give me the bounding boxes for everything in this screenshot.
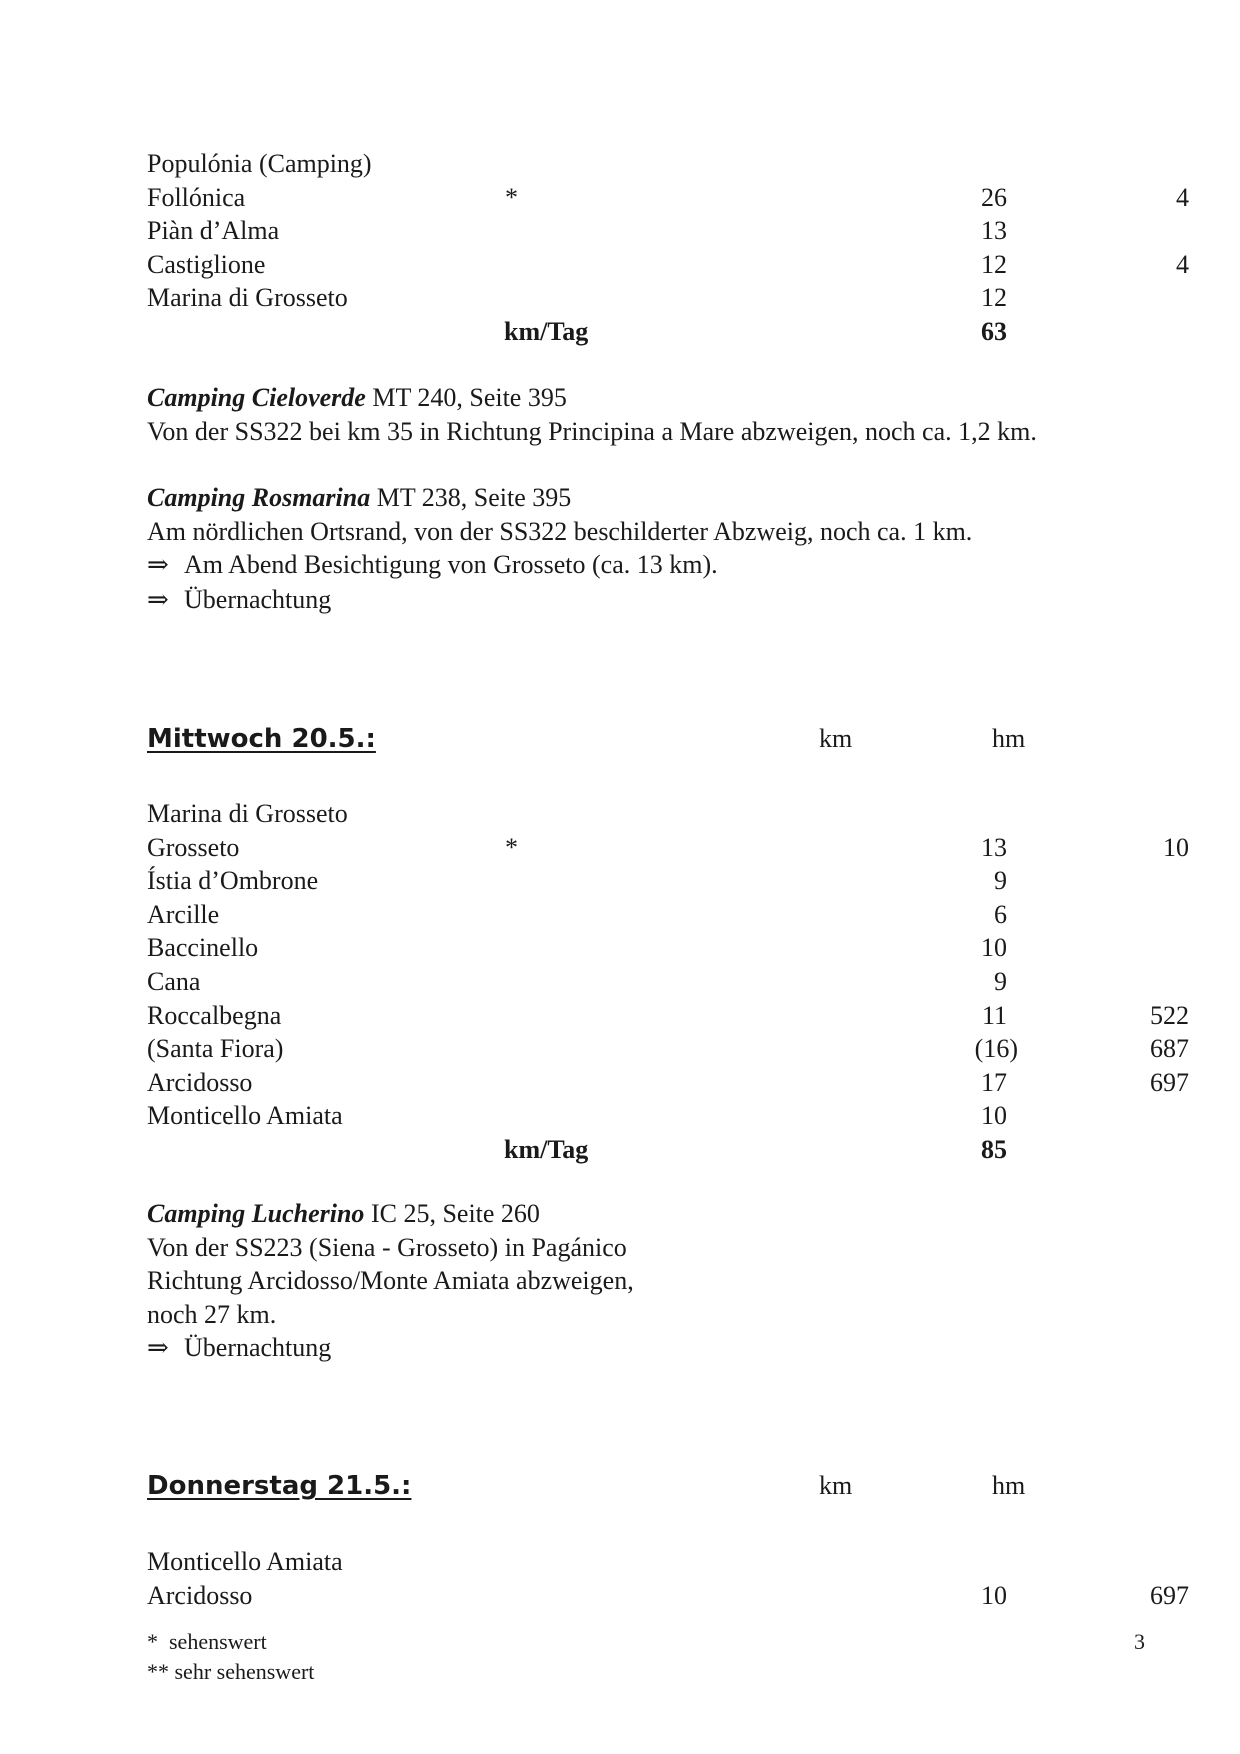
table-row — [147, 248, 1189, 282]
note-line — [147, 1331, 1157, 1365]
table-row — [147, 147, 1157, 181]
place-name: Arcidosso — [147, 1580, 253, 1610]
place-name: Monticello Amiata — [147, 1547, 343, 1576]
table-row — [147, 1545, 1157, 1579]
place-name: Monticello Amiata — [147, 1101, 343, 1131]
note-text: Übernachtung — [184, 585, 332, 615]
place-name: Arcidosso — [147, 1067, 253, 1097]
camping-name: Camping Cieloverde — [147, 383, 366, 412]
camping-lucherino — [147, 1197, 1157, 1365]
route-table-1 — [147, 147, 1189, 349]
footnote-sehr-sehenswert: ** sehr sehenswert — [147, 1659, 315, 1684]
table-row — [147, 181, 1189, 215]
km-value: 10 — [981, 933, 1007, 963]
table-row — [147, 281, 1157, 315]
km-value: 9 — [994, 866, 1007, 896]
table-row — [147, 931, 1157, 965]
table-row — [147, 1032, 1189, 1066]
camping-rosmarina — [147, 481, 1157, 617]
place-name: Cana — [147, 966, 201, 996]
table-row — [147, 1579, 1189, 1613]
total-label: km/Tag — [504, 316, 589, 346]
camping-directions: Von der SS322 bei km 35 in Richtung Principina a Mare abzweigen, noch ca. 1,2 km. — [147, 416, 1037, 446]
place-name: Populónia (Camping) — [147, 149, 372, 178]
place-name: Arcille — [147, 899, 220, 929]
place-name: Follónica — [147, 182, 246, 212]
km-value: 6 — [994, 899, 1007, 929]
km-value: 9 — [994, 966, 1007, 996]
note-line — [147, 548, 1157, 583]
camping-directions: noch 27 km. — [147, 1299, 277, 1329]
camping-ref: MT 240, Seite 395 — [365, 383, 567, 412]
place-name: (Santa Fiora) — [147, 1034, 284, 1064]
place-name: Ístia d’Ombrone — [147, 866, 319, 896]
total-row — [147, 1133, 1157, 1167]
arrow-right-icon: ⇒ — [147, 550, 169, 580]
table-row — [147, 965, 1157, 999]
column-header-km: km — [819, 1471, 853, 1500]
column-header-hm: hm — [992, 724, 1026, 753]
total-km: 63 — [981, 316, 1007, 346]
table-row — [147, 797, 1157, 831]
note-text: Übernachtung — [184, 1333, 332, 1363]
place-name: Marina di Grosseto — [147, 283, 348, 313]
page-number: 3 — [1134, 1629, 1145, 1654]
day-header-thursday — [147, 1471, 1157, 1507]
column-header-hm: hm — [992, 1471, 1026, 1500]
table-row — [147, 1099, 1157, 1133]
camping-cieloverde — [147, 381, 1157, 448]
place-name: Castiglione — [147, 249, 266, 279]
km-value: 12 — [981, 283, 1007, 313]
day-heading: Mittwoch 20.5.: — [147, 724, 376, 754]
camping-directions: Richtung Arcidosso/Monte Amiata abzweigen, — [147, 1266, 634, 1296]
camping-ref: MT 238, Seite 395 — [370, 483, 572, 512]
km-value: (16) — [974, 1034, 1018, 1064]
hm-value: 10 — [1163, 832, 1189, 862]
camping-name: Camping Lucherino — [147, 1199, 365, 1228]
km-value: 10 — [981, 1580, 1007, 1610]
hm-value: 697 — [1150, 1580, 1189, 1610]
km-value: 13 — [981, 216, 1007, 246]
footnotes — [147, 1627, 314, 1687]
total-km: 85 — [981, 1134, 1007, 1164]
route-table-3 — [147, 1545, 1189, 1612]
day-header-wednesday — [147, 724, 1157, 760]
day-heading: Donnerstag 21.5.: — [147, 1471, 412, 1501]
footnote-sehenswert: * sehenswert — [147, 1629, 267, 1654]
table-row — [147, 214, 1157, 248]
hm-value: 522 — [1150, 1000, 1189, 1030]
arrow-right-icon: ⇒ — [147, 585, 169, 615]
table-row — [147, 831, 1189, 865]
camping-directions: Am nördlichen Ortsrand, von der SS322 beschilderter Abzweig, noch ca. 1 km. — [147, 516, 973, 546]
table-row — [147, 999, 1189, 1033]
note-line — [147, 583, 1157, 617]
arrow-right-icon: ⇒ — [147, 1333, 169, 1363]
sight-mark: * — [505, 832, 518, 862]
total-row — [147, 315, 1157, 349]
hm-value: 687 — [1150, 1034, 1189, 1064]
camping-ref: IC 25, Seite 260 — [364, 1199, 540, 1228]
place-name: Grosseto — [147, 832, 240, 862]
sight-mark: * — [505, 182, 518, 212]
table-row — [147, 1066, 1189, 1100]
camping-directions: Von der SS223 (Siena - Grosseto) in Pagánico — [147, 1232, 627, 1262]
km-value: 13 — [981, 832, 1007, 862]
km-value: 12 — [981, 249, 1007, 279]
hm-value: 4 — [1176, 249, 1189, 279]
place-name: Marina di Grosseto — [147, 799, 348, 828]
km-value: 26 — [981, 182, 1007, 212]
km-value: 11 — [981, 1000, 1007, 1030]
km-value: 17 — [981, 1067, 1007, 1097]
hm-value: 4 — [1176, 182, 1189, 212]
total-label: km/Tag — [504, 1134, 589, 1164]
place-name: Roccalbegna — [147, 1000, 282, 1030]
km-value: 10 — [981, 1101, 1007, 1131]
table-row — [147, 898, 1157, 932]
camping-name: Camping Rosmarina — [147, 483, 371, 512]
note-text: Am Abend Besichtigung von Grosseto (ca. 13 km). — [184, 550, 718, 580]
route-table-2 — [147, 797, 1189, 1167]
place-name: Piàn d’Alma — [147, 216, 280, 246]
column-header-km: km — [819, 724, 853, 753]
hm-value: 697 — [1150, 1067, 1189, 1097]
place-name: Baccinello — [147, 933, 259, 963]
table-row — [147, 864, 1157, 898]
